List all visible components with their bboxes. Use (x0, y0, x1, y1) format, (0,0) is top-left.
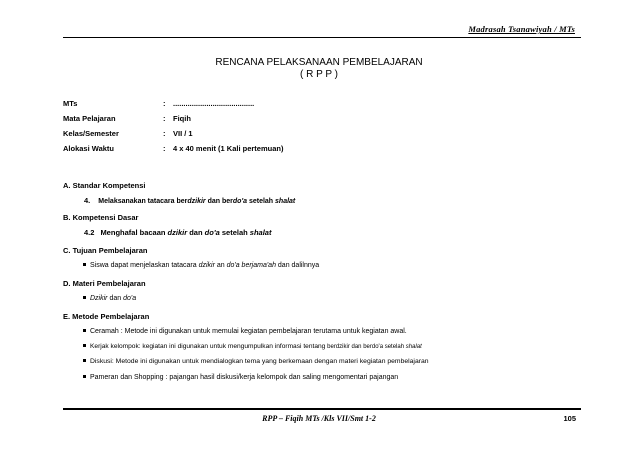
text: Kerjak kelompok: kegiatan ini digunakan untuk mengumpulkan informasi tentang (90, 343, 328, 350)
section-e-heading: E. Metode Pembelajaran (63, 312, 150, 321)
text: do'a berjama'ah (226, 262, 276, 269)
text: do'a (123, 295, 137, 302)
section-d-bullet (83, 295, 136, 302)
text: setelah (247, 198, 276, 205)
text: dzikir (167, 228, 188, 237)
meta-sep: : (163, 129, 166, 138)
text: shalat (249, 228, 272, 237)
header-rule (63, 37, 581, 38)
text: do'a (232, 198, 248, 205)
meta-label: Alokasi Waktu (63, 144, 114, 153)
section-b-item (84, 228, 271, 237)
text: Siswa dapat menjelaskan tatacara (90, 262, 199, 269)
meta-row (63, 96, 283, 111)
square-bullet-icon (83, 296, 86, 299)
page-title: RENCANA PELAKSANAAN PEMBELAJARAN (215, 57, 423, 68)
section-c-heading: C. Tujuan Pembelajaran (63, 246, 148, 255)
text: dzikir (187, 198, 206, 205)
text: setelah (219, 228, 250, 237)
text: Pameran dan Shopping : pajangan hasil diskusi/kerja kelompok dan saling mengomentari pajangan (90, 374, 399, 381)
meta-value: Fiqih (173, 114, 191, 123)
meta-sep: : (163, 144, 166, 153)
text: Menghafal bacaan (100, 228, 168, 237)
square-bullet-icon (83, 375, 86, 378)
page-subtitle: ( R P P ) (300, 69, 338, 80)
section-a-heading: A. Standar Kompetensi (63, 181, 146, 190)
square-bullet-icon (83, 344, 86, 347)
text: berdo'a (363, 344, 384, 350)
section-b-heading: B. Kompetensi Dasar (63, 213, 139, 222)
meta-row (63, 111, 283, 126)
text: Melaksanakan tatacara ber (98, 198, 188, 205)
page-number: 105 (563, 414, 576, 423)
meta-value: VII / 1 (173, 129, 193, 138)
text: an (214, 262, 227, 269)
meta-row (63, 141, 283, 156)
meta-label: MTs (63, 99, 78, 108)
text: Ceramah : Metode ini digunakan untuk memulai kegiatan pembelajaran terutama untuk kegiatan awal. (90, 328, 407, 335)
section-e-bullet-4 (83, 374, 398, 381)
footer-rule (63, 408, 581, 410)
text: dzikir (198, 262, 215, 269)
section-c-bullet (83, 262, 319, 269)
section-a-item (84, 196, 295, 205)
section-e-bullet-1 (83, 328, 407, 335)
square-bullet-icon (83, 263, 86, 266)
meta-sep: : (163, 114, 166, 123)
text: dan dalilnnya (275, 262, 320, 269)
text: shalat (405, 344, 422, 350)
meta-label: Mata Pelajaran (63, 114, 116, 123)
item-number: 4.2 (84, 228, 95, 237)
section-e-bullet-2 (83, 343, 422, 350)
item-number: 4. (84, 196, 91, 205)
text: dan (187, 228, 205, 237)
meta-sep: : (163, 99, 166, 108)
section-d-heading: D. Materi Pembelajaran (63, 279, 146, 288)
text: Diskusi: Metode ini digunakan untuk mendialogkan tema yang berkemaan dengan materi kegiatan pembelajaran (90, 358, 429, 365)
meta-value: ....................................... (173, 99, 255, 108)
text: Dzikir (90, 295, 108, 302)
meta-row (63, 126, 283, 141)
text: shalat (275, 198, 296, 205)
header-school: Madrasah Tsanawiyah / MTs (468, 24, 575, 34)
footer-text: RPP – Fiqih MTs /Kls VII/Smt 1-2 (262, 414, 376, 423)
meta-block (63, 96, 283, 156)
square-bullet-icon (83, 329, 86, 332)
text: dan (107, 295, 124, 302)
meta-label: Kelas/Semester (63, 129, 119, 138)
text: dan ber (205, 198, 233, 205)
section-e-bullet-3 (83, 358, 429, 365)
text: setelah (383, 344, 406, 350)
meta-value: 4 x 40 menit (1 Kali pertemuan) (173, 144, 284, 153)
text: dan (349, 344, 364, 350)
text: berdzikir (327, 344, 350, 350)
square-bullet-icon (83, 359, 86, 362)
text: do'a (204, 228, 220, 237)
